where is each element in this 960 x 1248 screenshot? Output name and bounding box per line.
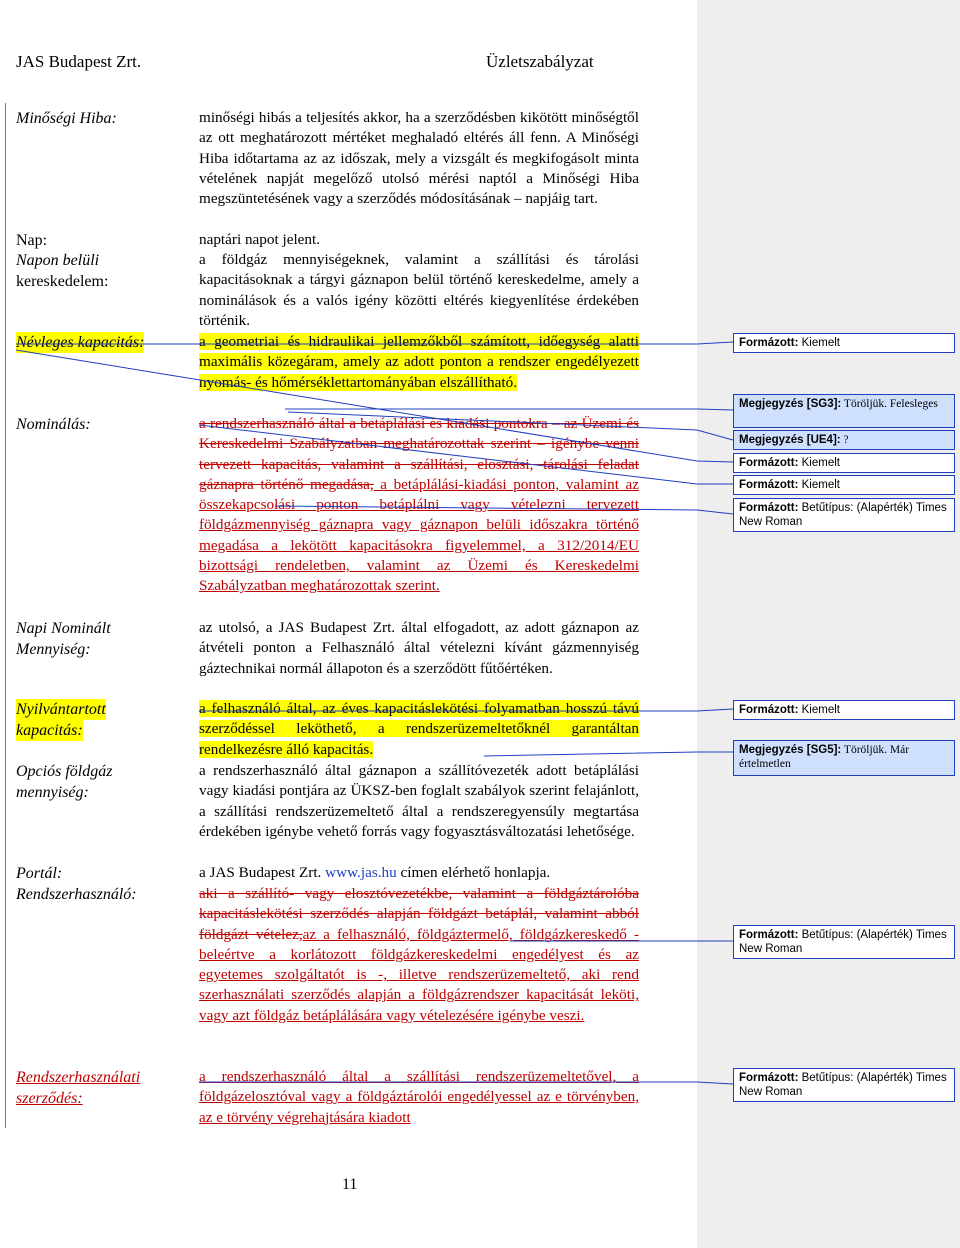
balloon-label: Formázott: bbox=[739, 929, 799, 941]
def-portal-post: címen elérhető honlapja. bbox=[396, 864, 551, 881]
term-nap: Nap: bbox=[16, 232, 48, 249]
balloon-label: Megjegyzés [SG3]: bbox=[739, 398, 842, 410]
term-rendszerhasznalo: Rendszerhasználó: bbox=[16, 886, 137, 903]
balloon-value: Töröljük. Már értelmetlen bbox=[739, 744, 910, 770]
balloon-formatted-6[interactable] bbox=[733, 925, 955, 959]
def-napi-nominalt-mennyiseg: az utolsó, a JAS Budapest Zrt. által elfogadott, az adott gáznapon az átvételi ponton a Felhasználó által vételezni kívánt gázmennyiség gáztechnikai normál állapoton és a szerződött fűtőértéken. bbox=[199, 619, 639, 677]
balloon-comment-sg3[interactable] bbox=[733, 394, 955, 428]
header-company: JAS Budapest Zrt. bbox=[16, 52, 142, 71]
balloon-formatted-7[interactable] bbox=[733, 1068, 955, 1102]
balloon-value: ? bbox=[840, 434, 849, 446]
def-nyilvantartott-text: a felhasználó által, az éves kapacitáslekötési folyamatban hosszú távú szerződéssel leköthető, a rendszerüzemeltetőknél garantáltan rendelkezésre álló kapacitás. bbox=[199, 700, 639, 758]
def-minosegi-hiba: minőségi hibás a teljesítés akkor, ha a szerződésben kikötött minőségtől az ott meghatározott mértéket meghaladó eltérés áll fenn. A Minőségi Hiba időtartama az az időszak, mely a vizsgált és megkifogásolt minta vételének napját megelőző utolsó mérési naptól a Minőségi Hiba megszüntetésének vagy a szerződés módosításának – napjáig tart. bbox=[199, 109, 639, 208]
def-nyilvantartott-kapacitas bbox=[199, 699, 639, 760]
balloon-value: Betűtípus: (Alapérték) Times New Roman bbox=[739, 1072, 947, 1098]
term-minosegi-hiba: Minőségi Hiba: bbox=[16, 110, 117, 127]
def-nominalas bbox=[199, 414, 639, 597]
term-kereskedelem: kereskedelem: bbox=[16, 273, 109, 290]
def-nominalas-inserted: a betáplálási-kiadási ponton, valamint az összekapcsolási ponton betáplálni vagy vételezni tervezett földgázmennyiség gáznapra vagy gáznapon belüli időszakra történő megadása a lekötött kapacitásokra figyelemmel, a 312/2014/EU bizottsági rendeletben, valamint az Üzemi és Kereskedelmi Szabályzatban meghatározottak szerint. bbox=[199, 475, 639, 595]
def-portal bbox=[199, 863, 639, 883]
term-opcios-foldgaz: Opciós földgáz bbox=[16, 763, 113, 780]
balloon-label: Formázott: bbox=[739, 479, 799, 491]
term-napi-nominalt: Napi Nominált bbox=[16, 620, 111, 637]
balloon-label: Formázott: bbox=[739, 457, 799, 469]
term-nevleges-kapacitas: Névleges kapacitás: bbox=[16, 334, 145, 351]
term-kapacitas: kapacitás: bbox=[16, 722, 83, 739]
header-doc-title: Üzletszabályzat bbox=[486, 52, 594, 71]
balloon-value: Kiemelt bbox=[798, 457, 840, 469]
def-nap: naptári napot jelent. bbox=[199, 231, 321, 248]
term-portal: Portál: bbox=[16, 865, 63, 882]
def-rendszerhasznalati-szerzodes: a rendszerhasználó által a szállítási rendszerüzemeltetővel, a földgázelosztóval vagy a földgáztárolói engedélyessel az e törvényben, az e törvény végrehajtására kiadott bbox=[199, 1068, 639, 1126]
balloon-comment-ue4[interactable] bbox=[733, 430, 955, 450]
def-nevleges-kapacitas bbox=[199, 332, 639, 393]
balloon-label: Megjegyzés [SG5]: bbox=[739, 744, 842, 756]
page-number: 11 bbox=[342, 1176, 358, 1193]
term-rendszerhasznalati: Rendszerhasználati bbox=[16, 1069, 141, 1086]
term-mennyiseg: Mennyiség: bbox=[16, 641, 91, 658]
balloon-formatted-5[interactable] bbox=[733, 700, 955, 720]
term-napon-belul: Napon belüli bbox=[16, 252, 100, 269]
def-napon-belul-kereskedelem: a földgáz mennyiségeknek, valamint a szállítási és tárolási kapacitásoknak a tárgyi gáznapon belül történő kereskedelme, amely a nominálások és a valós igény közötti eltérés kiegyenlítése érdekében történik. bbox=[199, 251, 639, 329]
def-rendszerhasznalo-inserted: az a felhasználó, földgáztermelő, földgázkereskedő - beleértve a korlátozott földgázkereskedelmi engedélyest és az egyetemes szolgáltatót is -, illetve rendszerüzemeltető, aki rend szerhasználati szerződés alapján a földgázrendszer kapacitását leköti, vagy azt földgáz betáplálására vagy vételezésére igénybe veszi. bbox=[199, 925, 639, 1024]
term-opcios-mennyiseg: mennyiség: bbox=[16, 784, 89, 801]
balloon-value: Kiemelt bbox=[798, 479, 840, 491]
def-rendszerhasznalo bbox=[199, 884, 639, 1026]
balloon-value: Betűtípus: (Alapérték) Times New Roman bbox=[739, 929, 947, 955]
balloon-value: Kiemelt bbox=[798, 337, 840, 349]
balloon-value: Kiemelt bbox=[798, 704, 840, 716]
def-nevleges-kapacitas-text: a geometriai és hidraulikai jellemzőkből számított, időegység alatti maximális közegáram, amely az adott ponton a rendszer engedélyezett nyomás- és hőmérséklettartományában elszállítható. bbox=[199, 333, 639, 391]
balloon-label: Megjegyzés [UE4]: bbox=[739, 434, 841, 446]
balloon-value: Töröljük. Felesleges bbox=[841, 398, 938, 410]
balloon-label: Formázott: bbox=[739, 337, 799, 349]
balloon-label: Formázott: bbox=[739, 1072, 799, 1084]
term-nominalas: Nominálás: bbox=[16, 416, 91, 433]
balloon-label: Formázott: bbox=[739, 502, 799, 514]
balloon-formatted-4[interactable] bbox=[733, 498, 955, 532]
balloon-formatted-2[interactable] bbox=[733, 453, 955, 473]
term-szerzodes: szerződés: bbox=[16, 1090, 83, 1107]
change-bar bbox=[5, 103, 6, 1128]
portal-link[interactable]: www.jas.hu bbox=[325, 864, 397, 881]
def-opcios-foldgaz: a rendszerhasználó által gáznapon a szállítóvezeték adott betáplálási vagy kiadási pontjára az ÜKSZ-ben foglalt szabályok szerint felajánlott, a szállítási rendszerüzemeltető által a rendszeregyensúly megtartása érdekében igénybe vehető forrás vagy fogyasztásváltozatási lehetősége. bbox=[199, 762, 639, 840]
def-portal-pre: a JAS Budapest Zrt. bbox=[199, 864, 326, 881]
balloon-value: Betűtípus: (Alapérték) Times New Roman bbox=[739, 502, 947, 528]
balloon-comment-sg5[interactable] bbox=[733, 740, 955, 776]
def-nominalas-deleted: a rendszerhasználó által a betáplálási és kiadási pontokra – az Üzemi és Kereskedelmi Szabályzatban meghatározottak szerint – igénybe venni tervezett kapacitás, valamint a szállítási, elosztási, tárolási feladat gáznapra történő megadása, bbox=[199, 415, 639, 493]
balloon-formatted-3[interactable] bbox=[733, 475, 955, 495]
def-rendszerhasznalo-deleted: aki a szállító- vagy elosztóvezetékbe, valamint a földgáztárolóba kapacitáslekötési szerződés alapján földgázt betáplál, valamint abból földgázt vételez, bbox=[199, 885, 639, 943]
balloon-formatted-1[interactable] bbox=[733, 333, 955, 353]
markup-margin-pane bbox=[697, 0, 960, 1248]
term-nyilvantartott: Nyilvántartott bbox=[16, 701, 106, 718]
balloon-label: Formázott: bbox=[739, 704, 799, 716]
